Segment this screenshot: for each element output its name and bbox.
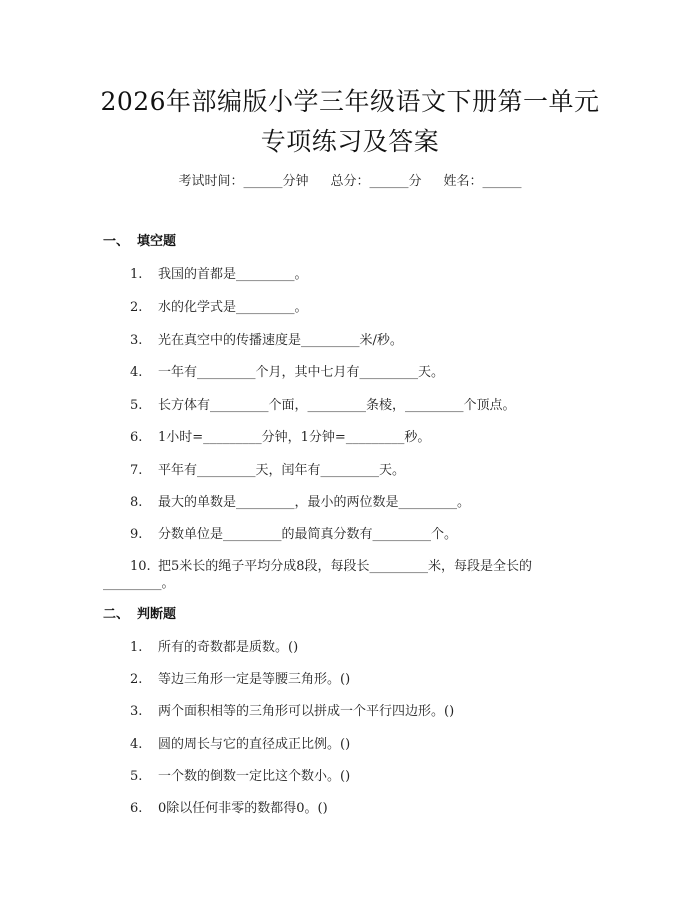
exam-time-field: 考试时间：______分钟 (178, 174, 309, 189)
list-item: 9. 分数单位是_________的最简真分数有_________个。 (130, 527, 458, 542)
list-item: 2. 水的化学式是_________。 (130, 300, 308, 315)
list-item: 1. 所有的奇数都是质数。() (130, 640, 299, 655)
list-item: 2. 等边三角形一定是等腰三角形。() (130, 672, 351, 687)
document-title-line-2: 专项练习及答案 (260, 127, 440, 156)
list-item: 3. 光在真空中的传播速度是_________米/秒。 (130, 333, 403, 348)
list-item: 4. 一年有_________个月，其中七月有_________天。 (130, 365, 445, 380)
list-item: 6. 1小时=_________分钟，1分钟=_________秒。 (130, 430, 431, 445)
list-item-continuation: _________。 (103, 576, 175, 591)
exam-meta (0, 170, 700, 189)
list-item: 5. 一个数的倒数一定比这个数小。() (130, 769, 351, 784)
list-item: 3. 两个面积相等的三角形可以拼成一个平行四边形。() (130, 704, 455, 719)
list-item: 10. 把5米长的绳子平均分成8段，每段长_________米，每段是全长的 (130, 559, 533, 574)
section-heading-fill-in (103, 230, 176, 249)
total-score-field: 总分：______分 (330, 174, 422, 189)
section-number: 一、 (103, 234, 130, 249)
list-item: 4. 圆的周长与它的直径成正比例。() (130, 737, 351, 752)
list-item: 5. 长方体有_________个面，_________条棱，_________个顶点。 (130, 398, 516, 413)
section-number: 二、 (103, 607, 130, 622)
list-item: 1. 我国的首都是_________。 (130, 267, 308, 282)
list-item: 8. 最大的单数是_________，最小的两位数是_________。 (130, 495, 471, 510)
document-title-line-1: 2026年部编版小学三年级语文下册第一单元 (100, 87, 600, 116)
name-field: 姓名：______ (443, 174, 522, 189)
section-title: 填空题 (137, 234, 177, 249)
section-heading-true-false (103, 603, 176, 622)
list-item: 6. 0除以任何非零的数都得0。() (130, 801, 328, 816)
list-item: 7. 平年有_________天，闰年有_________天。 (130, 463, 406, 478)
section-title: 判断题 (137, 607, 177, 622)
